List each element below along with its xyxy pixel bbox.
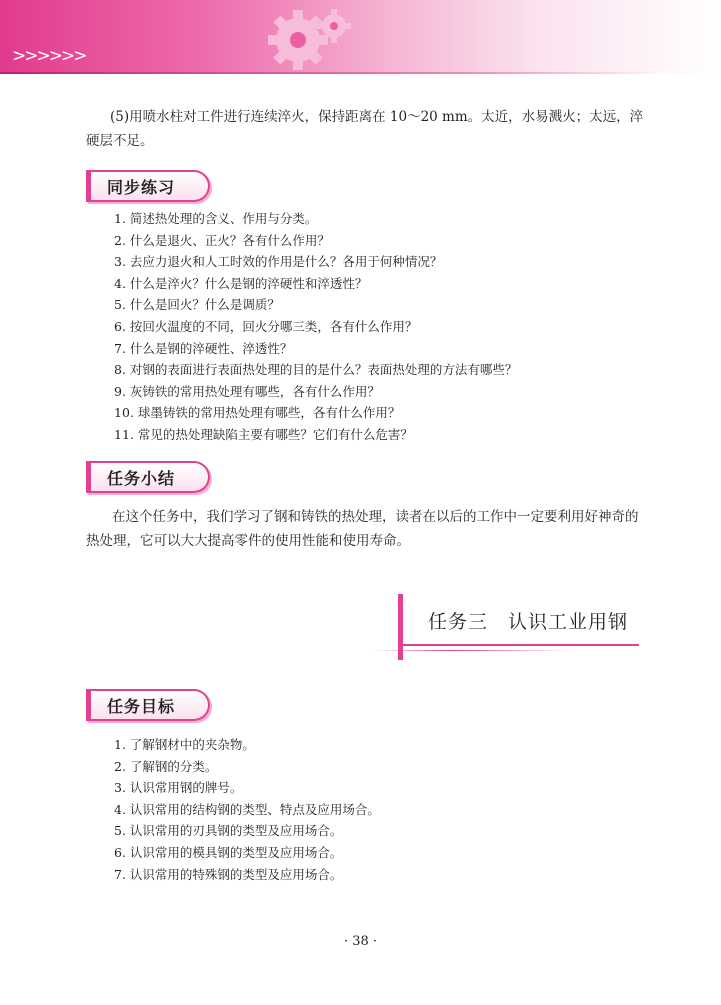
sync-practice-list bbox=[114, 208, 517, 446]
list-item: 10. 球墨铸铁的常用热处理有哪些，各有什么作用？ bbox=[114, 405, 401, 421]
intro-paragraph: (5)用喷水柱对工件进行连续淬火，保持距离在 10～20 mm。太近，水易溅火；太远，淬硬层不足。 bbox=[86, 109, 644, 149]
chevron-right-icon: >>>>>> bbox=[12, 46, 86, 66]
task-summary-badge bbox=[86, 461, 210, 493]
list-item: 3. 去应力退火和人工时效的作用是什么？各用于何种情况？ bbox=[114, 254, 443, 270]
header-rule bbox=[0, 72, 660, 74]
task-goals-title: 任务目标 bbox=[107, 697, 176, 716]
section-title: 任务三 认识工业用钢 bbox=[428, 611, 629, 633]
gear-icon bbox=[250, 4, 360, 70]
list-item: 11. 常见的热处理缺陷主要有哪些？它们有什么危害？ bbox=[114, 426, 413, 442]
sync-practice-badge bbox=[86, 170, 210, 202]
section-underline-secondary bbox=[372, 650, 572, 651]
list-item: 4. 认识常用的结构钢的类型、特点及应用场合。 bbox=[114, 801, 380, 817]
list-item: 7. 认识常用的特殊钢的类型及应用场合。 bbox=[114, 866, 343, 882]
list-item: 6. 认识常用的模具钢的类型及应用场合。 bbox=[114, 844, 343, 860]
task-summary-title: 任务小结 bbox=[107, 469, 176, 488]
list-item: 3. 认识常用钢的牌号。 bbox=[114, 780, 243, 796]
list-item: 5. 什么是回火？什么是调质？ bbox=[114, 297, 280, 313]
list-item: 1. 了解钢材中的夹杂物。 bbox=[114, 737, 255, 752]
list-item: 8. 对钢的表面进行表面热处理的目的是什么？表面热处理的方法有哪些？ bbox=[114, 362, 518, 378]
list-item: 6. 按回火温度的不同，回火分哪三类，各有什么作用？ bbox=[114, 318, 418, 334]
sync-practice-title: 同步练习 bbox=[107, 178, 176, 197]
list-item: 9. 灰铸铁的常用热处理有哪些，各有什么作用？ bbox=[114, 383, 380, 399]
list-item: 2. 什么是退火、正火？各有什么作用？ bbox=[114, 232, 330, 248]
list-item: 7. 什么是钢的淬硬性、淬透性？ bbox=[114, 340, 293, 356]
task-summary-text: 在这个任务中，我们学习了钢和铸铁的热处理，读者在以后的工作中一定要利用好神奇的热处理，它可以大大提高零件的使用性能和使用寿命。 bbox=[86, 509, 639, 549]
list-item: 1. 简述热处理的含义、作用与分类。 bbox=[114, 211, 318, 226]
task-goals-list bbox=[114, 734, 380, 885]
list-item: 5. 认识常用的刃具钢的类型及应用场合。 bbox=[114, 823, 343, 839]
list-item: 2. 了解钢的分类。 bbox=[114, 758, 218, 774]
header-banner bbox=[0, 0, 721, 74]
section-underline bbox=[403, 644, 639, 646]
list-item: 4. 什么是淬火？什么是钢的淬硬性和淬透性？ bbox=[114, 275, 368, 291]
page-number: · 38 · bbox=[343, 934, 378, 949]
task-goals-badge bbox=[86, 689, 210, 721]
